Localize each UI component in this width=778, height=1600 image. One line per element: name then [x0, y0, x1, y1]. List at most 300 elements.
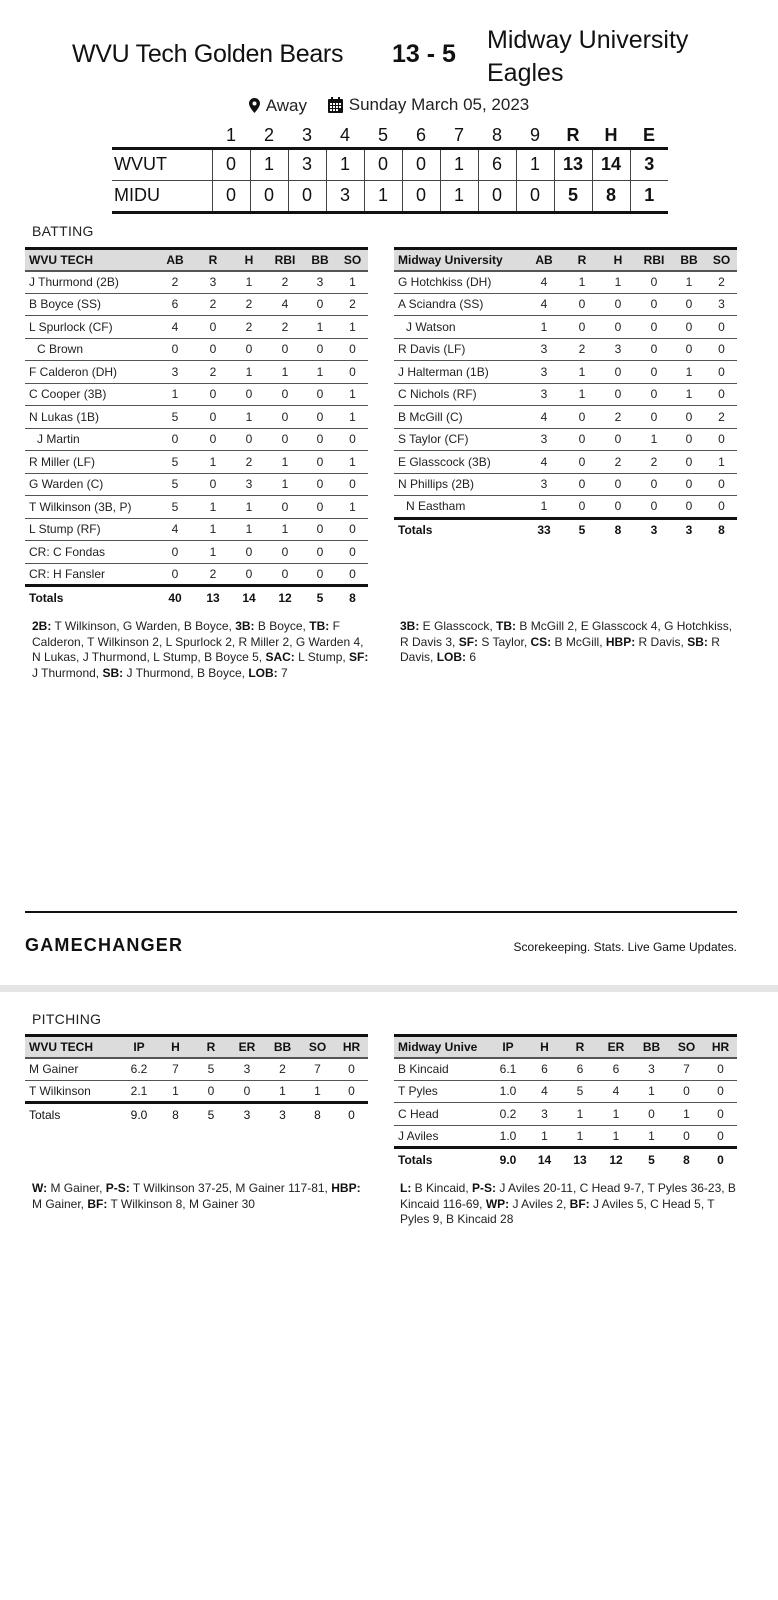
player-name: F Calderon (DH)	[25, 361, 155, 384]
stat-value: 2	[636, 451, 672, 474]
gamechanger-logo: GAMECHANGER	[25, 935, 184, 955]
stat-value: 0	[303, 428, 337, 451]
stat-value: 3	[524, 383, 564, 406]
player-name: G Warden (C)	[25, 473, 155, 496]
player-row	[394, 361, 737, 384]
stat-value: 1	[300, 1080, 335, 1103]
stat-value: 3	[524, 338, 564, 361]
hits-header: H	[604, 124, 618, 145]
stat-value: 2	[337, 293, 368, 316]
stat-column-header: AB	[524, 249, 564, 271]
player-name: J Halterman (1B)	[394, 361, 524, 384]
inning-score: 6	[478, 148, 516, 180]
stat-value: 0	[564, 406, 600, 429]
player-row	[394, 1125, 737, 1148]
inning-score: 0	[478, 180, 516, 212]
stat-value: 3	[524, 428, 564, 451]
player-name: C Brown	[25, 338, 155, 361]
player-row	[25, 541, 368, 564]
stat-value: 0	[706, 316, 737, 339]
totals-label: Totals	[394, 518, 524, 541]
stat-value: 0	[231, 541, 267, 564]
inning-score: 0	[402, 148, 440, 180]
inning-header: 4	[339, 124, 350, 145]
stat-value: 2	[267, 271, 303, 294]
player-row	[394, 496, 737, 519]
stat-value: 5	[155, 451, 195, 474]
total-errors: 1	[630, 180, 668, 212]
stat-value: 0	[337, 338, 368, 361]
player-row	[394, 406, 737, 429]
stat-value: 0	[704, 1058, 737, 1081]
stat-value: 0	[706, 361, 737, 384]
stat-value: 0	[600, 361, 636, 384]
stat-value: 0	[564, 316, 600, 339]
stat-column-header: BB	[634, 1036, 669, 1058]
stat-value: 0	[155, 428, 195, 451]
total-value: 5	[564, 518, 600, 541]
player-name: C Cooper (3B)	[25, 383, 155, 406]
stat-value: 0	[636, 271, 672, 294]
stat-value: 0	[155, 338, 195, 361]
stat-value: 1.0	[489, 1125, 527, 1148]
stat-value: 4	[527, 1080, 562, 1103]
stat-value: 1	[155, 383, 195, 406]
note-label: P-S:	[472, 1181, 497, 1195]
stat-value: 1	[267, 473, 303, 496]
totals-row	[394, 1148, 737, 1171]
stat-value: 1	[524, 496, 564, 519]
stat-value: 0	[267, 541, 303, 564]
player-row	[25, 383, 368, 406]
player-name: T Pyles	[394, 1080, 489, 1103]
total-value: 8	[706, 518, 737, 541]
player-row	[25, 451, 368, 474]
stat-value: 0	[672, 316, 706, 339]
totals-label: Totals	[394, 1148, 489, 1171]
player-row	[394, 473, 737, 496]
stat-value: 0	[195, 383, 231, 406]
stat-value: 0	[704, 1080, 737, 1103]
stat-value: 0	[564, 428, 600, 451]
note-label: W:	[32, 1181, 48, 1195]
inning-header: 5	[377, 124, 388, 145]
stat-value: 0	[636, 406, 672, 429]
stat-value: 0	[669, 1080, 704, 1103]
total-value: 9.0	[489, 1148, 527, 1171]
total-value: 5	[193, 1103, 229, 1126]
note-text: 7	[277, 665, 288, 680]
stat-value: 5	[155, 406, 195, 429]
stat-value: 2.1	[120, 1080, 158, 1103]
stat-column-header: R	[195, 249, 231, 271]
stat-value: 0	[672, 451, 706, 474]
location-info	[249, 96, 307, 116]
inning-score: 1	[440, 148, 478, 180]
stat-value: 0	[231, 428, 267, 451]
stat-value: 0	[564, 293, 600, 316]
batting-table-home	[25, 247, 368, 608]
note-label: 3B:	[235, 619, 255, 633]
note-label: TB:	[309, 619, 330, 633]
note-text: M Gainer,	[47, 1181, 106, 1195]
stat-column-header: BB	[303, 249, 337, 271]
player-row	[25, 406, 368, 429]
player-row	[394, 338, 737, 361]
stat-value: 5	[193, 1058, 229, 1081]
player-name: J Thurmond (2B)	[25, 271, 155, 294]
stat-value: 1	[303, 316, 337, 339]
inning-score: 1	[326, 148, 364, 180]
pitching-section-title: PITCHING	[32, 1011, 102, 1027]
inning-score: 0	[288, 180, 326, 212]
table-header-row	[25, 1036, 368, 1058]
total-value: 8	[600, 518, 636, 541]
stat-column-header: SO	[669, 1036, 704, 1058]
stat-value: 3	[706, 293, 737, 316]
stat-value: 1	[267, 361, 303, 384]
stat-column-header: H	[231, 249, 267, 271]
team-abbr: MIDU	[112, 180, 212, 212]
player-row	[25, 428, 368, 451]
stat-column-header: ER	[598, 1036, 634, 1058]
stat-value: 0	[600, 428, 636, 451]
stat-value: 0	[636, 496, 672, 519]
totals-row	[394, 518, 737, 541]
total-runs: 5	[554, 180, 592, 212]
table-header-row	[394, 249, 737, 271]
location-label: Away	[265, 95, 307, 115]
stat-value: 4	[524, 293, 564, 316]
stat-column-header: R	[193, 1036, 229, 1058]
total-value: 5	[303, 586, 337, 609]
stat-value: 1	[231, 406, 267, 429]
note-text: J Thurmond,	[32, 665, 103, 680]
stat-value: 0	[600, 316, 636, 339]
inning-score: 0	[250, 180, 288, 212]
note-text: J Aviles 20-11, C Head 9-7, T Pyles 36-23, B Kincaid 116-69,	[400, 1181, 736, 1211]
player-row	[25, 473, 368, 496]
stat-value: 0	[636, 293, 672, 316]
player-name: C Head	[394, 1103, 489, 1126]
stat-value: 2	[155, 271, 195, 294]
stat-column-header: SO	[300, 1036, 335, 1058]
stat-value: 1	[337, 271, 368, 294]
footer-divider	[25, 911, 737, 913]
team-column-header: WVU TECH	[25, 1036, 120, 1058]
linescore-corner	[112, 124, 212, 148]
player-row	[25, 563, 368, 586]
total-value: 12	[267, 586, 303, 609]
note-text: T Wilkinson 37-25, M Gainer 117-81,	[129, 1181, 332, 1195]
date-info	[328, 95, 530, 115]
player-name: E Glasscock (3B)	[394, 451, 524, 474]
note-text: B Boyce,	[254, 619, 310, 633]
total-value: 33	[524, 518, 564, 541]
note-label: HBP:	[605, 634, 636, 649]
total-value: 8	[337, 586, 368, 609]
stat-column-header: HR	[335, 1036, 368, 1058]
note-label: BF:	[87, 1196, 108, 1211]
player-name: J Aviles	[394, 1125, 489, 1148]
team-abbr: WVUT	[112, 148, 212, 180]
pitching-notes-away	[400, 1181, 740, 1228]
player-name: CR: C Fondas	[25, 541, 155, 564]
batting-notes-home	[32, 619, 372, 681]
total-value: 8	[158, 1103, 193, 1126]
stat-value: 1	[231, 271, 267, 294]
stat-value: 0	[636, 383, 672, 406]
stat-value: 1	[337, 316, 368, 339]
player-name: CR: H Fansler	[25, 563, 155, 586]
inning-score: 1	[250, 148, 288, 180]
stat-value: 0	[335, 1058, 368, 1081]
game-header	[0, 22, 778, 92]
stat-value: 3	[303, 271, 337, 294]
player-name: T Wilkinson	[25, 1080, 120, 1103]
player-row	[394, 428, 737, 451]
note-label: 2B:	[32, 619, 52, 633]
total-value: 14	[231, 586, 267, 609]
player-name: N Phillips (2B)	[394, 473, 524, 496]
stat-column-header: R	[564, 249, 600, 271]
stat-value: 0	[706, 473, 737, 496]
stat-value: 0	[672, 428, 706, 451]
player-name: S Taylor (CF)	[394, 428, 524, 451]
total-value: 40	[155, 586, 195, 609]
stat-value: 0	[706, 428, 737, 451]
stat-value: 4	[524, 406, 564, 429]
stat-value: 0	[600, 496, 636, 519]
stat-column-header: SO	[337, 249, 368, 271]
stat-column-header: ER	[229, 1036, 265, 1058]
stat-value: 0	[704, 1125, 737, 1148]
note-text: T Wilkinson, G Warden, B Boyce,	[51, 619, 236, 633]
errors-header: E	[642, 124, 655, 145]
stat-value: 1	[527, 1125, 562, 1148]
stat-value: 3	[524, 361, 564, 384]
note-text: M Gainer,	[32, 1196, 88, 1211]
stat-value: 0	[672, 473, 706, 496]
page-break-band	[0, 985, 778, 992]
stat-value: 1	[564, 361, 600, 384]
player-name: N Lukas (1B)	[25, 406, 155, 429]
note-text: J Aviles 2,	[509, 1196, 570, 1211]
player-row	[394, 293, 737, 316]
stat-value: 1	[337, 496, 368, 519]
total-value: 5	[634, 1148, 669, 1171]
stat-value: 2	[600, 451, 636, 474]
totals-label: Totals	[25, 586, 155, 609]
stat-value: 2	[706, 271, 737, 294]
stat-value: 7	[300, 1058, 335, 1081]
total-runs: 13	[554, 148, 592, 180]
note-label: SB:	[102, 665, 124, 680]
player-name: B Boyce (SS)	[25, 293, 155, 316]
stat-value: 0	[193, 1080, 229, 1103]
stat-value: 2	[564, 338, 600, 361]
stat-value: 1	[524, 316, 564, 339]
player-row	[394, 383, 737, 406]
stat-value: 6	[155, 293, 195, 316]
stat-value: 0	[600, 383, 636, 406]
inning-header: 8	[491, 124, 502, 145]
stat-value: 0	[267, 496, 303, 519]
stat-value: 1	[634, 1125, 669, 1148]
stat-value: 2	[600, 406, 636, 429]
stat-value: 1	[267, 518, 303, 541]
stat-value: 1.0	[489, 1080, 527, 1103]
total-value: 8	[300, 1103, 335, 1126]
total-value: 13	[562, 1148, 598, 1171]
stat-value: 1	[672, 383, 706, 406]
stat-value: 0	[672, 496, 706, 519]
stat-value: 1	[562, 1125, 598, 1148]
player-name: G Hotchkiss (DH)	[394, 271, 524, 294]
stat-value: 0	[303, 383, 337, 406]
note-label: TB:	[496, 619, 517, 633]
stat-value: 3	[195, 271, 231, 294]
stat-value: 1	[562, 1103, 598, 1126]
stat-value: 3	[600, 338, 636, 361]
stat-value: 0	[231, 338, 267, 361]
total-value: 9.0	[120, 1103, 158, 1126]
player-row	[394, 1103, 737, 1126]
stat-value: 0	[303, 451, 337, 474]
player-row	[394, 271, 737, 294]
stat-value: 0	[267, 563, 303, 586]
note-text: F Calderon, T Wilkinson 2, L Spurlock 2, R Miller 2, G Warden 4, N Lukas, J Thurmond, L Stump, B Boyce 5,	[32, 619, 364, 664]
stat-value: 0	[303, 563, 337, 586]
stat-value: 1	[337, 406, 368, 429]
stat-value: 0	[195, 473, 231, 496]
stat-value: 7	[669, 1058, 704, 1081]
inning-header: 9	[529, 124, 540, 145]
inning-score: 0	[402, 180, 440, 212]
stat-value: 0	[229, 1080, 265, 1103]
total-hits: 8	[592, 180, 630, 212]
stat-value: 1	[598, 1125, 634, 1148]
note-text: B McGill 2, E Glasscock 4, G Hotchkiss, R Davis 3,	[400, 619, 733, 649]
total-value: 3	[672, 518, 706, 541]
player-name: R Miller (LF)	[25, 451, 155, 474]
note-text: S Taylor,	[478, 634, 531, 649]
stat-value: 2	[195, 563, 231, 586]
player-row	[25, 361, 368, 384]
note-label: BF:	[569, 1196, 590, 1211]
stat-value: 6.2	[120, 1058, 158, 1081]
stat-value: 0	[195, 316, 231, 339]
player-row	[25, 518, 368, 541]
player-name: J Martin	[25, 428, 155, 451]
stat-column-header: BB	[265, 1036, 300, 1058]
note-text: J Aviles 5, C Head 5, T Pyles 9, B Kincaid 28	[400, 1196, 715, 1226]
stat-value: 7	[158, 1058, 193, 1081]
note-label: HBP:	[331, 1181, 361, 1195]
stat-value: 0	[303, 541, 337, 564]
inning-score: 0	[212, 148, 250, 180]
linescore-header-row	[112, 124, 668, 148]
stat-value: 0	[337, 473, 368, 496]
stat-value: 3	[229, 1058, 265, 1081]
note-label: SAC:	[265, 650, 295, 664]
player-name: T Wilkinson (3B, P)	[25, 496, 155, 519]
total-value: 8	[669, 1148, 704, 1171]
player-row	[394, 1058, 737, 1081]
stat-value: 3	[231, 473, 267, 496]
stat-value: 1	[231, 496, 267, 519]
stat-value: 0	[636, 361, 672, 384]
stat-value: 2	[231, 316, 267, 339]
inning-score: 0	[364, 148, 402, 180]
stat-value: 0	[267, 383, 303, 406]
stat-column-header: H	[527, 1036, 562, 1058]
inning-score: 3	[326, 180, 364, 212]
stat-value: 4	[598, 1080, 634, 1103]
note-label: LOB:	[436, 650, 467, 664]
stat-value: 0	[600, 293, 636, 316]
stat-value: 1	[706, 451, 737, 474]
note-label: SB:	[687, 634, 708, 649]
totals-row	[25, 586, 368, 609]
game-meta	[0, 95, 778, 118]
runs-header: R	[566, 124, 580, 145]
stat-value: 0	[600, 473, 636, 496]
calendar-icon	[328, 97, 343, 113]
stat-value: 1	[337, 451, 368, 474]
stat-value: 6	[598, 1058, 634, 1081]
player-name: C Nichols (RF)	[394, 383, 524, 406]
player-row	[25, 338, 368, 361]
stat-value: 0	[672, 293, 706, 316]
pitching-notes-home	[32, 1181, 372, 1212]
stat-value: 0	[303, 293, 337, 316]
stat-value: 6	[527, 1058, 562, 1081]
stat-value: 1	[195, 541, 231, 564]
total-value: 13	[195, 586, 231, 609]
stat-value: 0	[303, 518, 337, 541]
stat-value: 1	[564, 383, 600, 406]
player-name: R Davis (LF)	[394, 338, 524, 361]
stat-value: 2	[195, 293, 231, 316]
stat-value: 0	[195, 428, 231, 451]
stat-value: 1	[158, 1080, 193, 1103]
player-row	[25, 496, 368, 519]
stat-value: 0	[303, 473, 337, 496]
team-column-header: WVU TECH	[25, 249, 155, 271]
stat-value: 2	[231, 451, 267, 474]
team-column-header: Midway Unive	[394, 1036, 489, 1058]
player-name: B Kincaid	[394, 1058, 489, 1081]
stat-value: 1	[195, 496, 231, 519]
footer-tagline: Scorekeeping. Stats. Live Game Updates.	[513, 940, 737, 954]
stat-value: 0	[195, 338, 231, 361]
stat-value: 1	[672, 271, 706, 294]
note-text: E Glasscock,	[419, 619, 497, 633]
stat-value: 0	[303, 338, 337, 361]
map-pin-icon	[249, 98, 260, 113]
stat-value: 0.2	[489, 1103, 527, 1126]
stat-value: 0	[564, 473, 600, 496]
pitching-table-home	[25, 1034, 368, 1125]
inning-score: 0	[212, 180, 250, 212]
team-column-header: Midway University	[394, 249, 524, 271]
total-value: 0	[704, 1148, 737, 1171]
linescore-row-away	[112, 180, 668, 212]
player-row	[394, 451, 737, 474]
stat-value: 0	[337, 361, 368, 384]
stat-value: 1	[231, 361, 267, 384]
